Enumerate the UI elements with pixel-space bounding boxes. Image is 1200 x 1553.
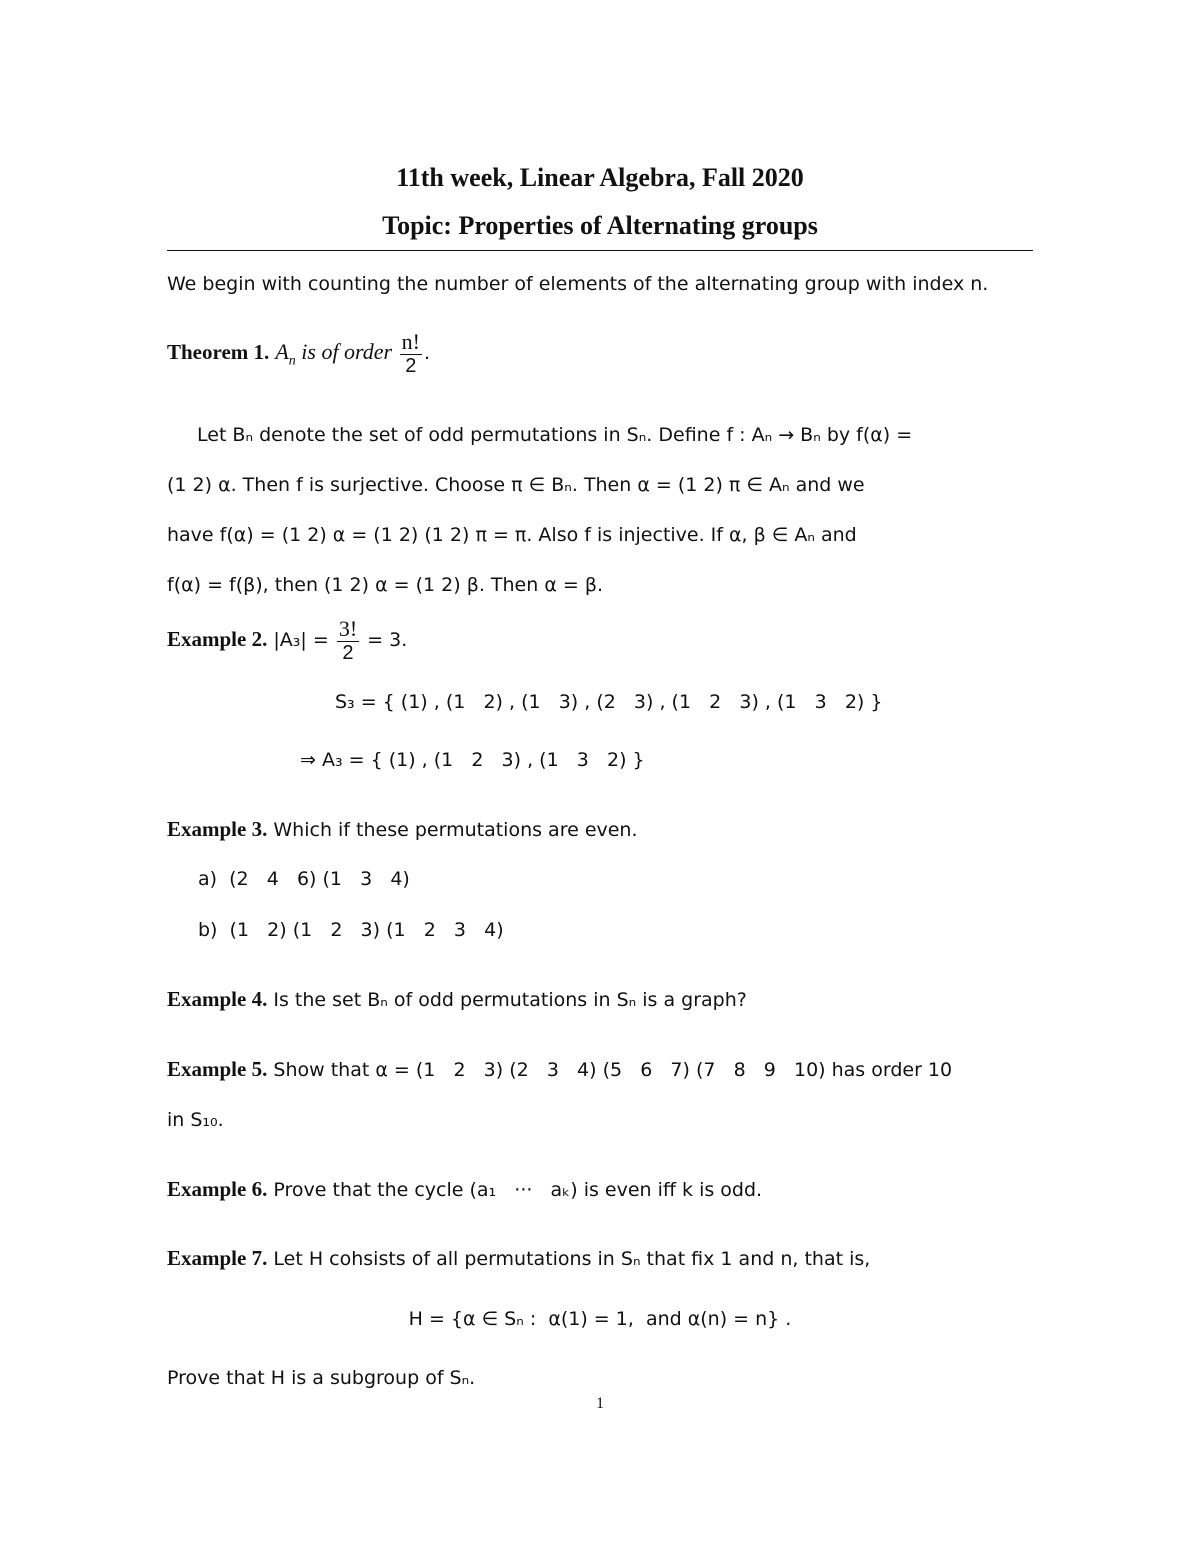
example-6-label: Example 6.: [167, 1177, 268, 1201]
intro-paragraph: We begin with counting the number of elements of the alternating group with index n.: [167, 273, 989, 295]
theorem-label: Theorem 1.: [167, 340, 270, 364]
fraction-numerator: n!: [401, 329, 420, 354]
proof-line-2: (1 2) α. Then f is surjective. Choose π ∈ Bₙ. Then α = (1 2) π ∈ Aₙ and we: [167, 474, 865, 496]
subgroup-h-equation: H = {α ∈ Sₙ : α(1) = 1, and α(n) = n} .: [408, 1308, 792, 1330]
proof-paragraph: [167, 410, 1033, 610]
example-4-label: Example 4.: [167, 987, 268, 1011]
example-2: [167, 617, 1033, 664]
theorem-end: .: [423, 342, 430, 364]
example-6: [167, 1177, 1033, 1203]
example-7-label: Example 7.: [167, 1246, 268, 1270]
page-number: 1: [596, 1395, 604, 1412]
example-7-conclusion: Prove that H is a subgroup of Sₙ.: [167, 1367, 476, 1389]
fraction-3-factorial-over-2: [337, 617, 359, 664]
example-7-text: Let H cohsists of all permutations in Sₙ that fix 1 and n, that is,: [273, 1248, 871, 1270]
example-2-rhs: = 3.: [361, 629, 408, 651]
fraction-numerator: 3!: [338, 616, 358, 641]
proof-line-3: have f(α) = (1 2) α = (1 2) (1 2) π = π. Also f is injective. If α, β ∈ Aₙ and: [167, 524, 857, 546]
example-3-text: Which if these permutations are even.: [273, 819, 638, 841]
proof-line-4: f(α) = f(β), then (1 2) α = (1 2) β. Then α = β.: [167, 574, 604, 596]
fraction-n-factorial-over-2: [400, 330, 422, 377]
example-7: [167, 1246, 1033, 1272]
example-3: [167, 817, 1033, 843]
example-5-continuation: in S₁₀.: [167, 1109, 224, 1131]
fraction-denominator: 2: [405, 355, 417, 377]
theorem-text: is of order: [295, 339, 398, 364]
document-page: [167, 160, 1033, 277]
theorem-subscript: n: [288, 353, 296, 369]
theorem-symbol: A: [275, 339, 289, 364]
example-3-label: Example 3.: [167, 817, 268, 841]
example-3-item-b: b) (1 2) (1 2 3) (1 2 3 4): [198, 919, 504, 941]
document-topic: Topic: Properties of Alternating groups: [382, 211, 818, 240]
proof-line-1: Let Bₙ denote the set of odd permutations in Sₙ. Define f : Aₙ → Bₙ by f(α) =: [197, 424, 913, 446]
header-rule: [167, 250, 1033, 251]
a3-set-equation: ⇒ A₃ = { (1) , (1 2 3) , (1 3 2) }: [300, 749, 645, 771]
example-4: [167, 987, 1033, 1013]
s3-set-equation: S₃ = { (1) , (1 2) , (1 3) , (2 3) , (1 2 3) , (1 3 2) }: [335, 691, 883, 713]
example-5: [167, 1057, 1033, 1083]
example-4-text: Is the set Bₙ of odd permutations in Sₙ is a graph?: [273, 989, 747, 1011]
example-5-text: Show that α = (1 2 3) (2 3 4) (5 6 7) (7 8 9 10) has order 10: [273, 1059, 953, 1081]
example-6-text: Prove that the cycle (a₁ ··· aₖ) is even iff k is odd.: [273, 1179, 763, 1201]
document-title: 11th week, Linear Algebra, Fall 2020: [396, 163, 804, 192]
example-3-item-a: a) (2 4 6) (1 3 4): [198, 868, 410, 890]
example-2-lhs: |A₃| =: [273, 629, 335, 651]
example-5-label: Example 5.: [167, 1057, 268, 1081]
theorem-1: [167, 330, 1033, 377]
example-2-label: Example 2.: [167, 627, 268, 651]
fraction-denominator: 2: [342, 642, 354, 664]
